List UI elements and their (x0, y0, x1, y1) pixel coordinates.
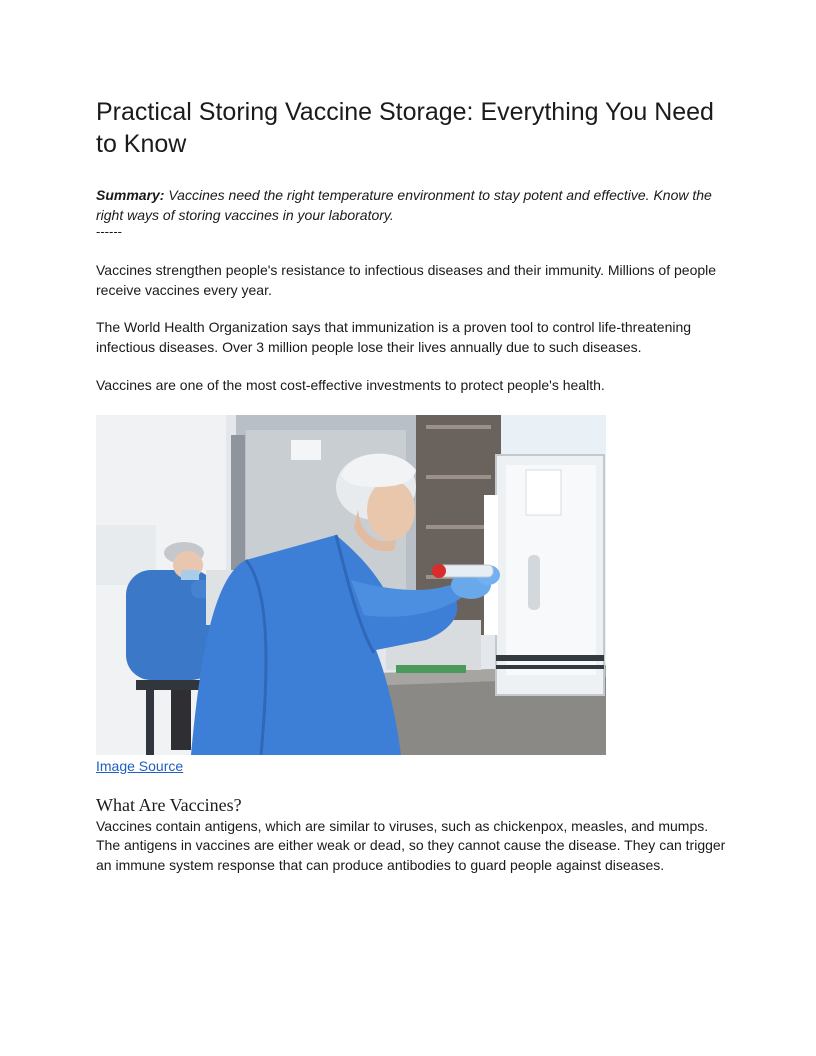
paragraph-2: The World Health Organization says that immunization is a proven tool to control life-threatening infectious diseases. Over 3 million people lose their lives annually due to such diseases. (96, 319, 692, 355)
lab-photo (96, 415, 606, 755)
paragraph-3: Vaccines are one of the most cost-effective investments to protect people's health. (96, 377, 605, 393)
image-source-link[interactable]: Image Source (96, 757, 184, 774)
summary-block (96, 186, 726, 239)
document-page (96, 96, 726, 875)
section-heading: What Are Vaccines? (96, 794, 242, 815)
summary-label: Summary: (96, 187, 165, 203)
article-title: Practical Storing Vaccine Storage: Everything You Need to Know (96, 98, 714, 158)
separator-line: ------ (96, 224, 122, 239)
paragraph-1: Vaccines strengthen people's resistance to infectious diseases and their immunity. Millions of people receive vaccines every year. (96, 262, 717, 298)
section-paragraph: Vaccines contain antigens, which are similar to viruses, such as chickenpox, measles, and mumps. The antigens in vaccines are either weak or dead, so they cannot cause the disease. They can trigger an immune system response that can produce antibodies to guard people against diseases. (96, 817, 726, 873)
summary-text: Vaccines need the right temperature environment to stay potent and effective. Know the right ways of storing vaccines in your laboratory. (96, 187, 712, 223)
